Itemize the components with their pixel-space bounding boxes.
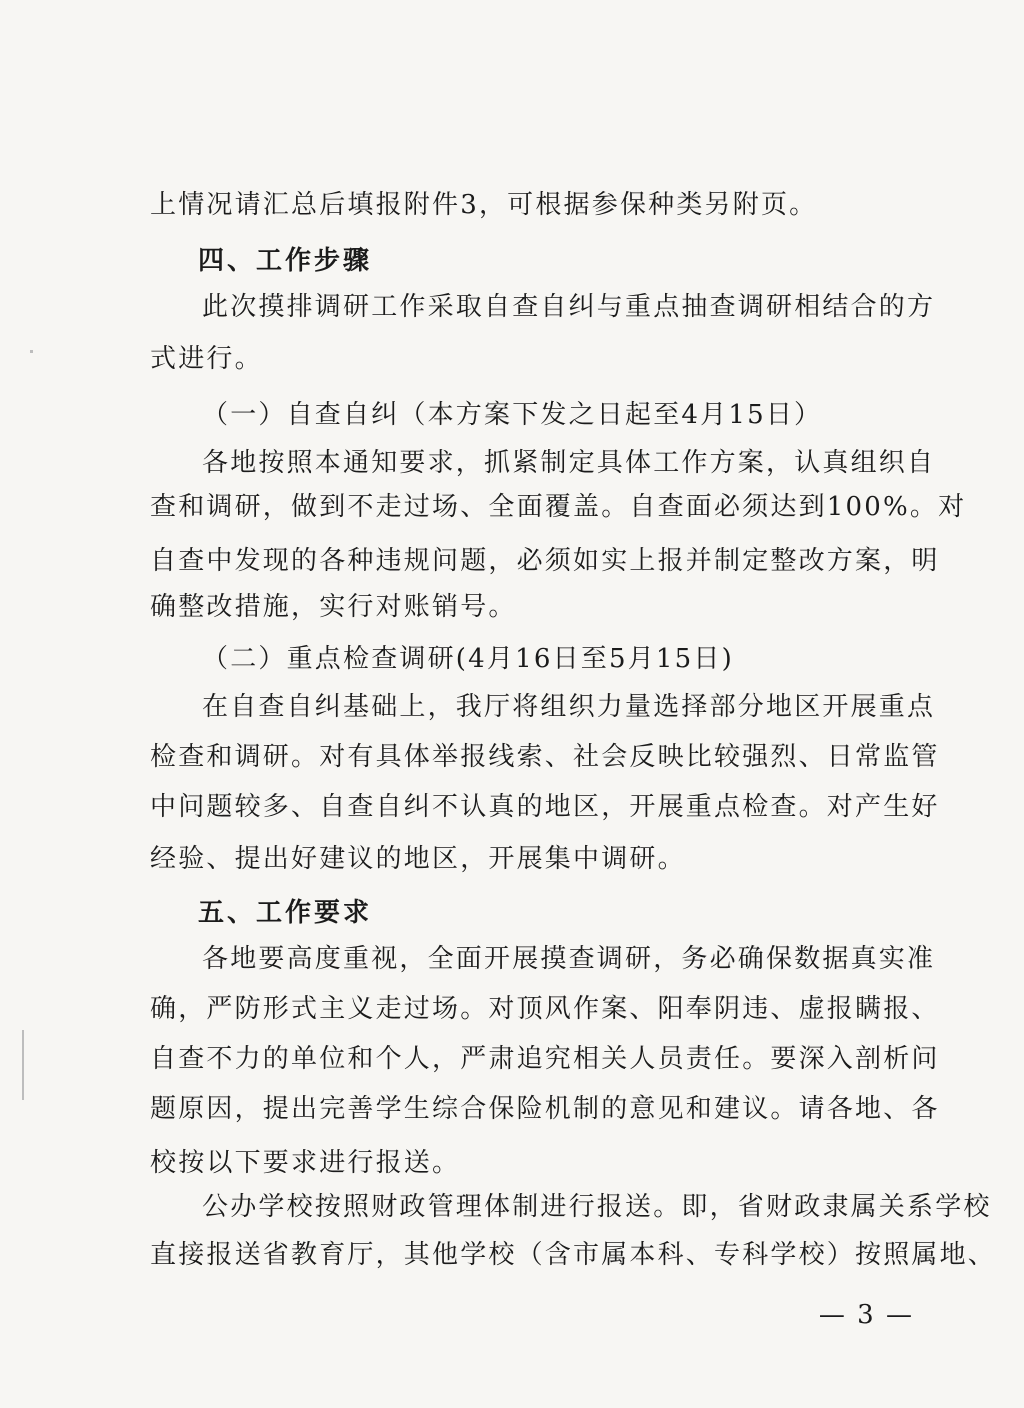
scan-artifact — [30, 350, 33, 353]
subsection-heading-2: （二）重点检查调研(4月16日至5月15日) — [202, 644, 734, 674]
subsection-heading-1: （一）自查自纠（本方案下发之日起至4月15日） — [202, 400, 823, 430]
paragraph-line: 直接报送省教育厅，其他学校（含市属本科、专科学校）按照属地、 — [150, 1240, 997, 1270]
paragraph-line: 经验、提出好建议的地区，开展集中调研。 — [150, 844, 686, 874]
section-heading-5: 五、工作要求 — [198, 898, 373, 928]
paragraph-line: 校按以下要求进行报送。 — [150, 1148, 461, 1178]
section-heading-4: 四、工作步骤 — [198, 246, 373, 276]
paragraph-line: 确，严防形式主义走过场。对顶风作案、阳奉阴违、虚报瞒报、 — [150, 994, 940, 1024]
paragraph-line: 检查和调研。对有具体举报线索、社会反映比较强烈、日常监管 — [150, 742, 940, 772]
page-number: — 3 — — [818, 1300, 914, 1330]
paragraph-line: 中问题较多、自查自纠不认真的地区，开展重点检查。对产生好 — [150, 792, 940, 822]
scan-artifact — [22, 1030, 24, 1100]
paragraph-line: 此次摸排调研工作采取自查自纠与重点抽查调研相结合的方 — [202, 292, 936, 322]
paragraph-line: 自查不力的单位和个人，严肃追究相关人员责任。要深入剖析问 — [150, 1044, 940, 1074]
paragraph-line: 查和调研，做到不走过场、全面覆盖。自查面必须达到100%。对 — [150, 492, 967, 522]
paragraph-line: 在自查自纠基础上，我厅将组织力量选择部分地区开展重点 — [202, 692, 936, 722]
paragraph-line: 式进行。 — [150, 344, 263, 374]
paragraph-line: 自查中发现的各种违规问题，必须如实上报并制定整改方案，明 — [150, 546, 940, 576]
paragraph-line: 各地要高度重视，全面开展摸查调研，务必确保数据真实准 — [202, 944, 936, 974]
paragraph-line: 题原因，提出完善学生综合保险机制的意见和建议。请各地、各 — [150, 1094, 940, 1124]
paragraph-line: 各地按照本通知要求，抓紧制定具体工作方案，认真组织自 — [202, 448, 936, 478]
paragraph-line: 确整改措施，实行对账销号。 — [150, 592, 517, 622]
paragraph-line: 公办学校按照财政管理体制进行报送。即，省财政隶属关系学校 — [202, 1192, 992, 1222]
paragraph-continuation: 上情况请汇总后填报附件3，可根据参保种类另附页。 — [150, 190, 818, 220]
